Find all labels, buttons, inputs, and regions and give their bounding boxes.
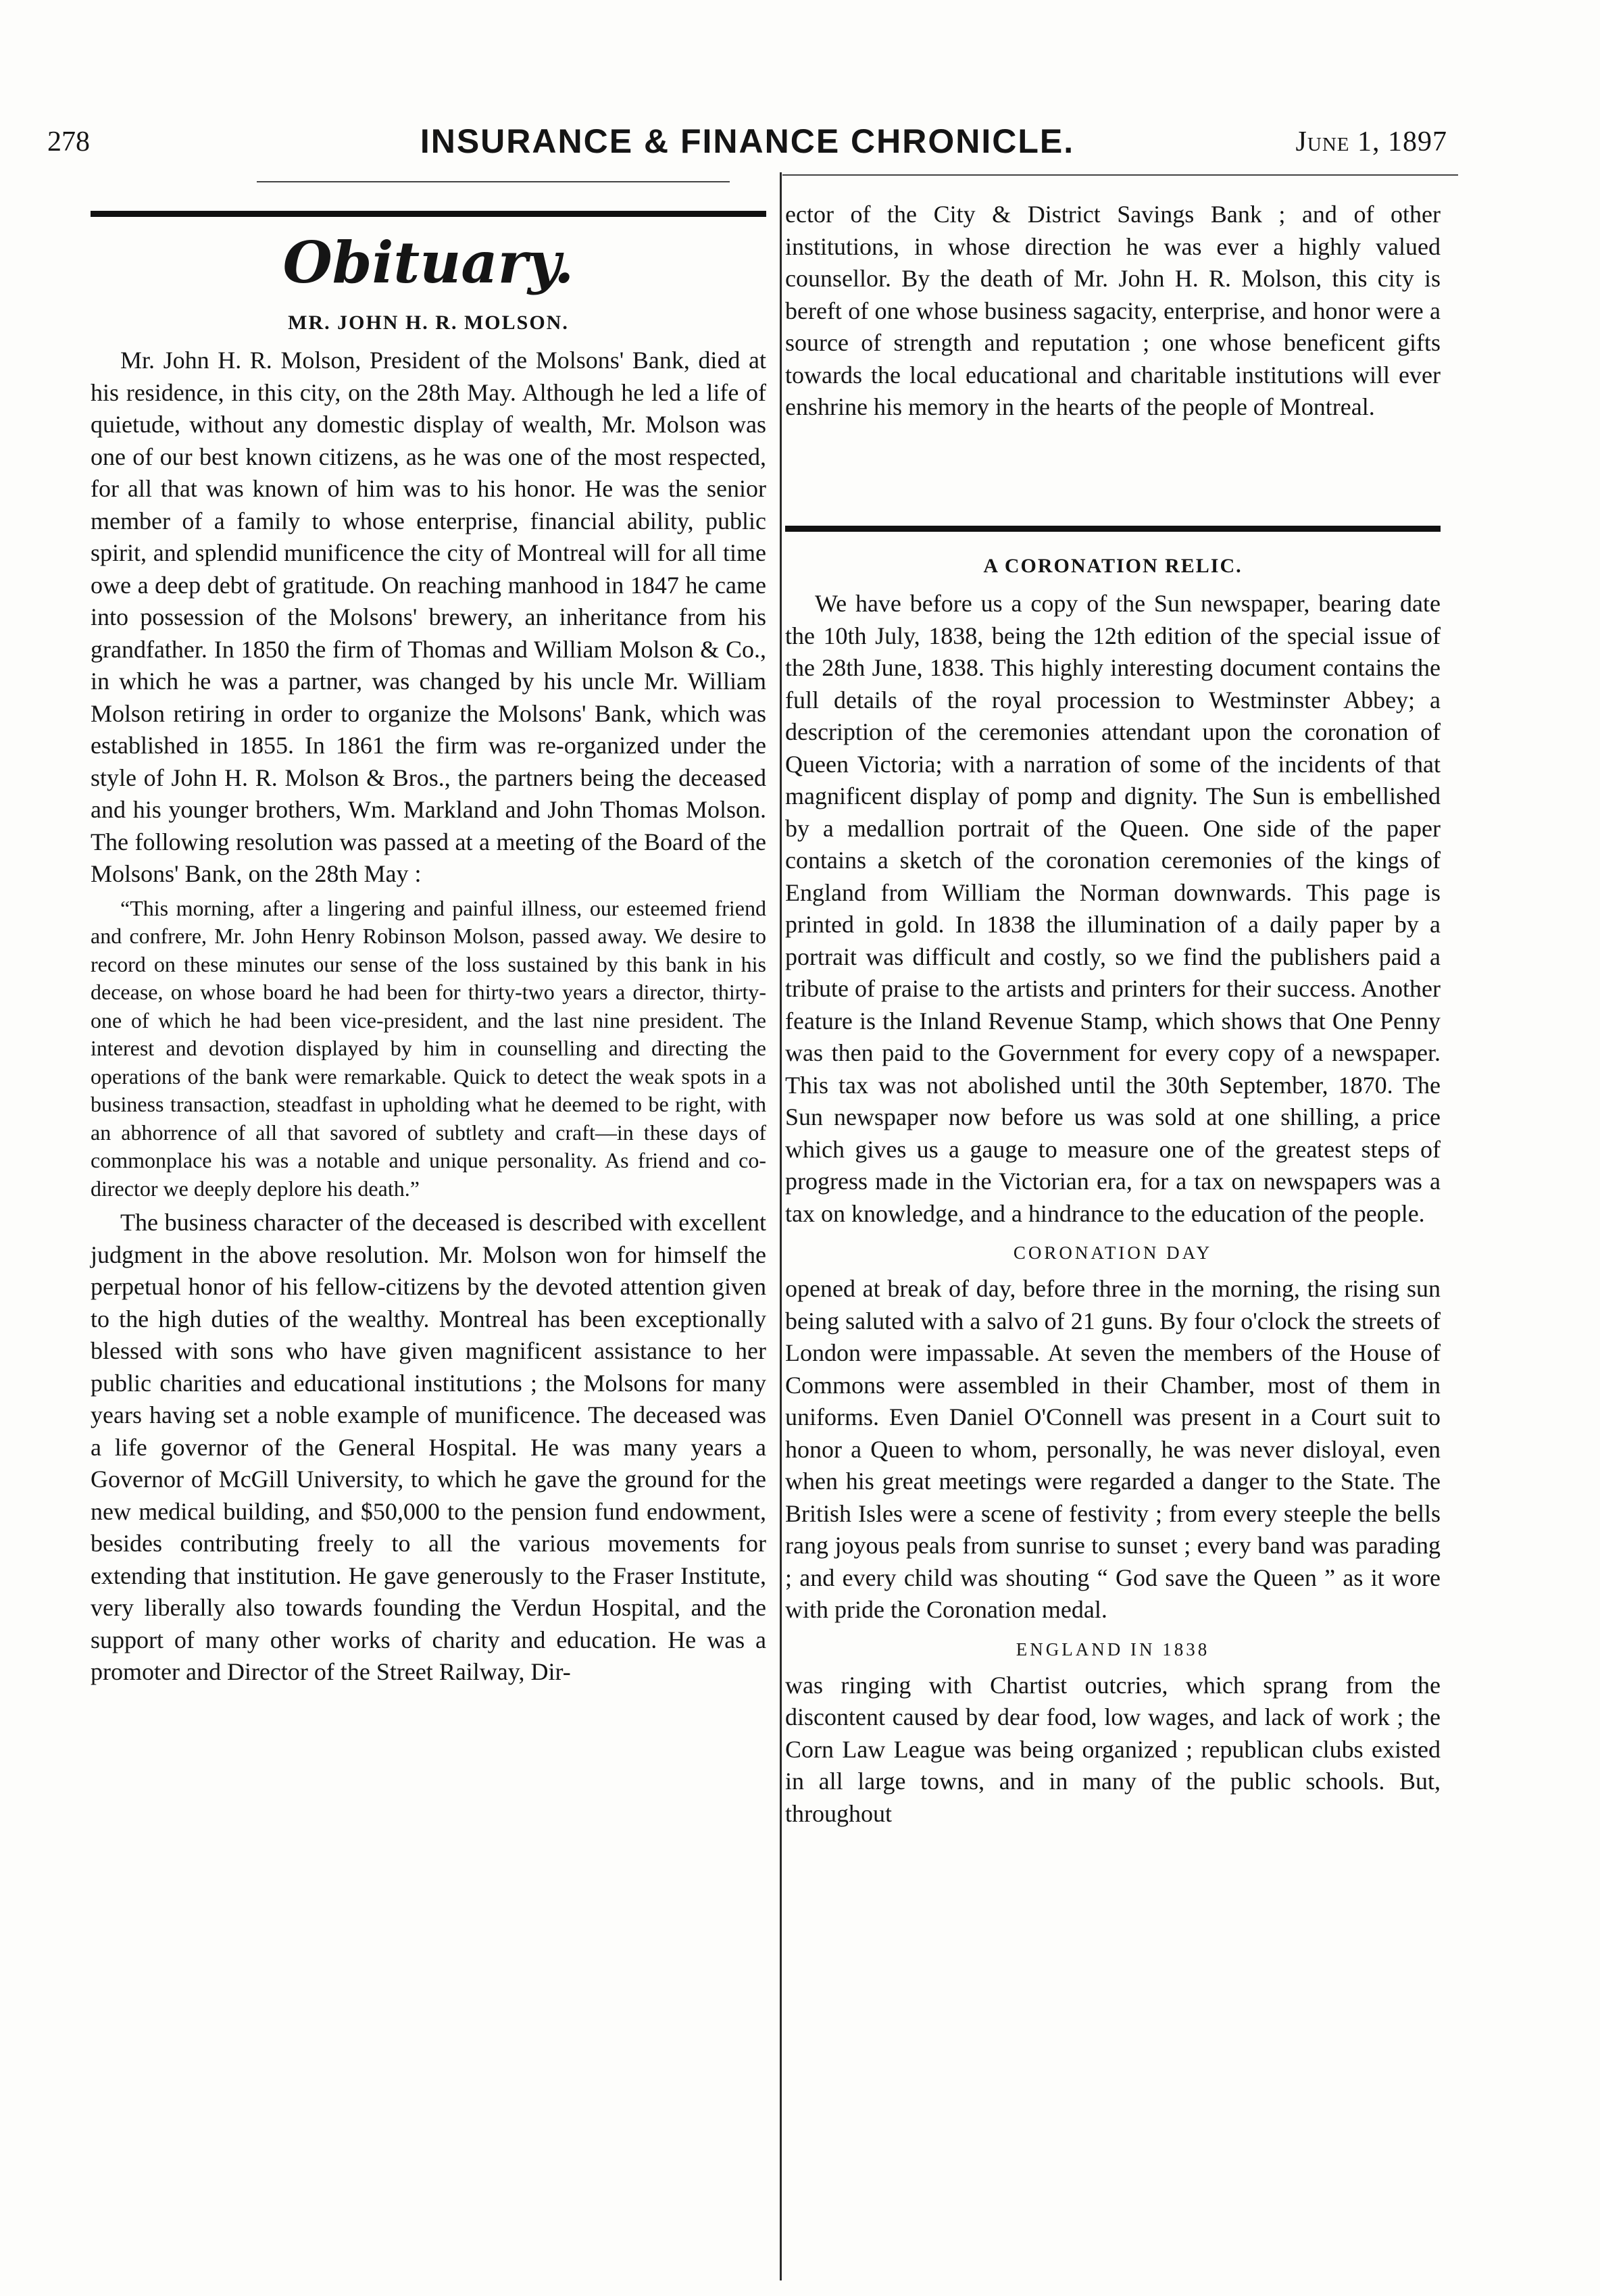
page-header bbox=[47, 122, 1447, 170]
coronation-article bbox=[785, 553, 1441, 1834]
resolution-quote: “This morning, after a lingering and painful illness, our esteemed friend and confrere, Mr. John Henry Robinson Molson, passed away. We desire to record on these minutes our sense of the loss sustained by this bank in his decease, on whose board he had been for thirty-two years a director, thirty-one of which he had been vice-president, and the last nine president. The interest and devotion displayed by him in counselling and directing the operations of the bank were remarkable. Quick to detect the weak spots in a business transaction, steadfast in upholding what he deemed to be right, with an abhorrence of all that savored of subtlety and craft—in these days of commonplace his was a notable and unique personality. As friend and co-director we deeply deplore his death.” bbox=[91, 895, 766, 1201]
coronation-day-heading: CORONATION DAY bbox=[1013, 1243, 1213, 1263]
coronation-top-rule bbox=[785, 526, 1441, 532]
page-number: 278 bbox=[47, 126, 90, 157]
coronation-intro-paragraph: We have before us a copy of the Sun newspaper, bearing date the 10th July, 1838, being the 12th edition of the special issue of the 28th June, 1838. This highly interesting document contains the full details of the royal procession to Westminster Abbey; a description of the ceremonies attendant upon the coronation of Queen Victoria; with a narration of some of the incidents of that magnificent display of pomp and dignity. The Sun is embellished by a medallion portrait of the Queen. One side of the paper contains a sketch of the coronation ceremonies of the kings of England from William the Norman downwards. This page is printed in gold. In 1838 the illumination of a daily paper by a portrait was difficult and costly, so we find the publishers paid a tribute of praise to the artists and printers for their success. Another feature is the Inland Revenue Stamp, which shows that One Penny was then paid to the Government for every copy of a newspaper. This tax was not abolished until the 30th September, 1870. The Sun newspaper now before us was sold at one shilling, a price which gives us a gauge to measure one of the greatest steps of progress made in the Victorian era, for a tax on newspapers was a tax on knowledge, and a hindrance to the education of the people. bbox=[785, 590, 1441, 1227]
left-column bbox=[91, 223, 766, 1693]
coronation-day-paragraph: opened at break of day, before three in the morning, the rising sun being saluted with a salvo of 21 guns. By four o'clock the streets of London were impassable. At seven the members of the House of Commons were assembled in their Chamber, most of them in uniforms. Even Daniel O'Connell was present in a Court suit to honor a Queen to whom, personally, he was never disloyal, even when his great meetings were regarded a danger to the State. The British Isles were a scene of festivity ; from every steeple the bells rang joyous peals from sunrise to sunset ; every band was parading ; and every child was shouting “ God save the Queen ” as it wore with pride the Coronation medal. bbox=[785, 1275, 1441, 1623]
right-column bbox=[785, 199, 1441, 428]
issue-date: June 1, 1897 bbox=[1295, 126, 1447, 157]
column-divider bbox=[780, 172, 782, 2280]
england-paragraph: was ringing with Chartist outcries, which sprang from the discontent caused by dear food, low wages, and lack of work ; the Corn Law League was being organized ; republican clubs existed in all large towns, and in many of the public schools. But, throughout bbox=[785, 1671, 1441, 1827]
header-rule-right bbox=[782, 174, 1458, 176]
obituary-paragraph: Mr. John H. R. Molson, President of the Molsons' Bank, died at his residence, in this city, on the 28th May. Although he led a life of quietude, without any domestic display of wealth, Mr. Molson was one of our best known citizens, as he was one of the most respected, for all that was known of him was to his honor. He was the senior member of a family to whose enterprise, financial ability, public spirit, and splendid munificence the city of Montreal will for all time owe a deep debt of gratitude. On reaching manhood in 1847 he came into possession of the Molsons' brewery, an inheritance from his grandfather. In 1850 the firm of Thomas and William Molson & Co., in which he was a partner, was changed by his uncle Mr. William Molson retiring in order to organize the Molsons' Bank, which was established in 1855. In 1861 the firm was re-organized under the style of John H. R. Molson & Bros., the partners being the deceased and his younger brothers, Wm. Markland and John Thomas Molson. The following resolution was passed at a meeting of the Board of the Molsons' Bank, on the 28th May : bbox=[91, 347, 766, 887]
obituary-top-rule bbox=[91, 211, 766, 217]
header-rule-left bbox=[257, 181, 730, 182]
obituary-closing-paragraph: The business character of the deceased is described with excellent judgment in the above resolution. Mr. Molson won for himself the perpetual honor of his fellow-citizens by the devoted attention given to the high duties of the wealthy. Montreal has been exceptionally blessed with sons who have given magnificent assistance to her public charities and educational institutions ; the Molsons for many years having set a noble example of munificence. The deceased was a life governor of the General Hospital. He was many years a Governor of McGill University, to which he gave the ground for the new medical building, and $50,000 to the pension fund endowment, besides contributing freely to all the various movements for extending that institution. He gave generously to the Fraser Institute, very liberally also towards founding the Verdun Hospital, and the support of many other works of charity and education. He was a promoter and Director of the Street Railway, Dir- bbox=[91, 1209, 766, 1685]
england-heading: ENGLAND IN 1838 bbox=[1016, 1639, 1210, 1659]
obituary-continuation: ector of the City & District Savings Bank ; and of other institutions, in whose direction he was ever a highly valued counsellor. By the death of Mr. John H. R. Molson, this city is bereft of one whose business sagacity, enterprise, and honor were a source of strength and reputation ; one whose beneficent gifts towards the local educational and charitable institutions will ever enshrine his memory in the hearts of the people of Montreal. bbox=[785, 201, 1441, 420]
publication-title: INSURANCE & FINANCE CHRONICLE. bbox=[420, 122, 1075, 160]
obituary-heading: Obituary. bbox=[282, 229, 574, 296]
coronation-title: A CORONATION RELIC. bbox=[983, 555, 1243, 577]
obituary-subtitle: MR. JOHN H. R. MOLSON. bbox=[288, 311, 569, 334]
